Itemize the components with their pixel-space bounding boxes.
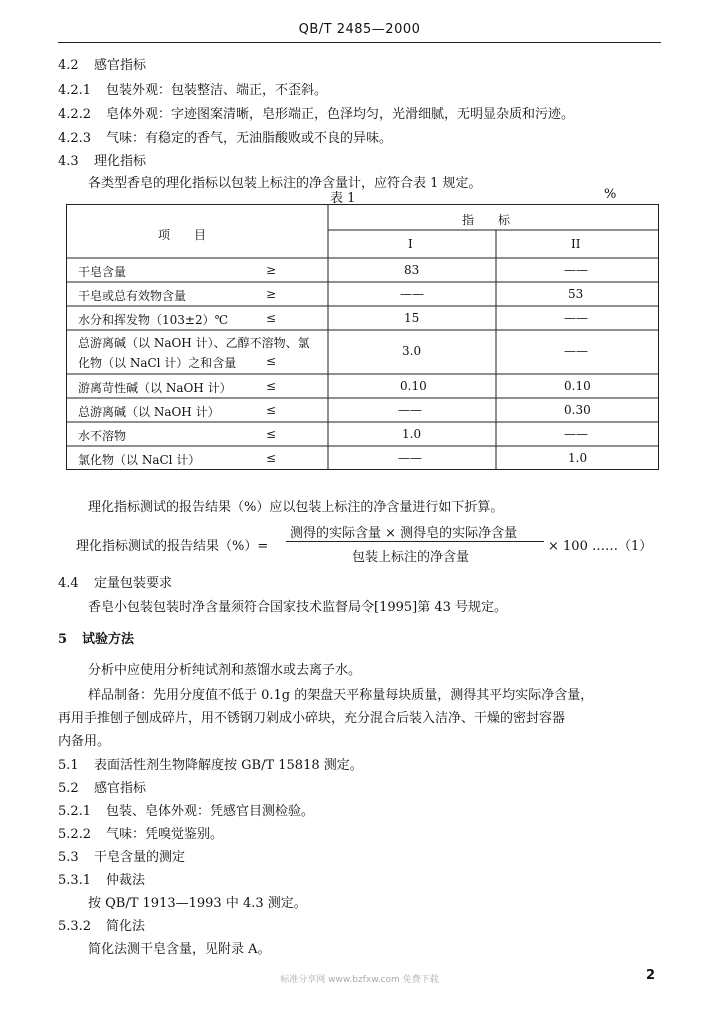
table-row-II: —— — [564, 344, 588, 358]
table-row-item: 干皂或总有效物含量 — [78, 289, 187, 303]
table-row-op: ≤ — [266, 311, 277, 325]
table-row-I: —— — [398, 451, 422, 465]
table-row-item: 水不溶物 — [78, 429, 127, 443]
footer-watermark: 标准分享网 www.bzfxw.com 免费下载 — [280, 975, 439, 985]
formula-numerator: 测得的实际含量 × 测得皂的实际净含量 — [290, 526, 518, 541]
formula-denominator: 包装上标注的净含量 — [352, 550, 470, 565]
para-5a: 分析中应使用分析纯试剂和蒸馏水或去离子水。 — [88, 663, 362, 678]
para-5b-line1: 样品制备：先用分度值不低于 0.1g 的架盘天平称量每块质量，测得其平均实际净含量， — [88, 688, 594, 703]
section-4-4: 4.4 定量包装要求 — [58, 576, 173, 591]
table-row-item: 总游离碱（以 NaOH 计） — [78, 405, 220, 419]
table-header-col-II: II — [571, 237, 581, 251]
table-row-I: —— — [398, 403, 422, 417]
table-row-I: 3.0 — [402, 344, 422, 358]
table-row-I: —— — [400, 287, 424, 301]
table-header-item: 项 目 — [158, 228, 207, 242]
table-row-item: 干皂含量 — [78, 265, 127, 279]
table-row-op: ≤ — [266, 354, 277, 368]
section-5-3-1: 5.3.1 仲裁法 — [58, 873, 146, 888]
table-row-II: 0.30 — [564, 403, 591, 417]
page-number: 2 — [646, 968, 656, 983]
section-5-3-2: 5.3.2 简化法 — [58, 919, 146, 934]
section-5: 5 试验方法 — [58, 632, 135, 647]
para-5b-line3: 内备用。 — [58, 734, 111, 749]
table-header-col-I: I — [408, 237, 413, 251]
table-row-op: ≤ — [266, 451, 277, 465]
table-row-op: ≤ — [266, 427, 277, 441]
para-5-3-1: 按 QB/T 1913—1993 中 4.3 测定。 — [88, 896, 307, 911]
section-4-2-3: 4.2.3 气味：有稳定的香气，无油脂酸败或不良的异味。 — [58, 131, 393, 146]
formula-lhs: 理化指标测试的报告结果（%）= — [76, 539, 269, 554]
table-caption: 表 1 — [330, 191, 356, 206]
table-row-II: 1.0 — [568, 451, 588, 465]
table-row-II: —— — [564, 311, 588, 325]
table-row-item: 水分和挥发物（103±2）℃ — [78, 313, 229, 327]
table-row-op: ≤ — [266, 379, 277, 393]
table-row-I: 83 — [404, 263, 420, 277]
table-row-op: ≤ — [266, 403, 277, 417]
table-row-op: ≥ — [266, 287, 277, 301]
section-5-3: 5.3 干皂含量的测定 — [58, 850, 186, 865]
table-row-I: 1.0 — [402, 427, 422, 441]
table-row-op: ≥ — [266, 263, 277, 277]
para-5b-line2: 再用手推刨子刨成碎片，用不锈钢刀剁成小碎块，充分混合后装入洁净、干燥的密封容器 — [58, 711, 566, 726]
table-row-II: —— — [564, 263, 588, 277]
doc-code-header: QB/T 2485—2000 — [298, 22, 421, 37]
section-5-2-2: 5.2.2 气味：凭嗅觉鉴别。 — [58, 827, 224, 842]
section-5-2-1: 5.2.1 包装、皂体外观：凭感官目测检验。 — [58, 804, 315, 819]
section-4-2-1: 4.2.1 包装外观：包装整洁、端正，不歪斜。 — [58, 83, 328, 98]
table-row-I: 15 — [404, 311, 420, 325]
section-5-2: 5.2 感官指标 — [58, 781, 147, 796]
table-row-item: 氯化物（以 NaCl 计） — [78, 453, 201, 467]
table-row-II: 0.10 — [564, 379, 591, 393]
table-row-item: 总游离碱（以 NaOH 计）、乙醇不溶物、氯 — [78, 336, 310, 350]
para-report: 理化指标测试的报告结果（%）应以包装上标注的净含量进行如下折算。 — [88, 500, 504, 515]
header-rule — [58, 42, 661, 43]
section-4-2-2: 4.2.2 皂体外观：字迹图案清晰，皂形端正，色泽均匀，光滑细腻，无明显杂质和污迹。 — [58, 107, 575, 122]
table-row-I: 0.10 — [400, 379, 427, 393]
section-5-1: 5.1 表面活性剂生物降解度按 GB/T 15818 测定。 — [58, 758, 363, 773]
fraction-bar — [286, 541, 544, 542]
table-row-II: 53 — [568, 287, 584, 301]
table-row-II: —— — [564, 427, 588, 441]
formula-rhs: × 100 ……（1） — [548, 539, 653, 554]
para-5-3-2: 简化法测干皂含量，见附录 A。 — [88, 942, 271, 957]
table-1 — [66, 204, 659, 470]
table-row-item-cont: 化物（以 NaCl 计）之和含量 — [78, 356, 237, 370]
intro-4-3: 各类型香皂的理化指标以包装上标注的净含量计，应符合表 1 规定。 — [88, 176, 482, 191]
section-4-3: 4.3 理化指标 — [58, 154, 147, 169]
para-4-4: 香皂小包装包装时净含量须符合国家技术监督局令[1995]第 43 号规定。 — [88, 600, 508, 615]
table-unit: % — [604, 187, 617, 202]
table-row-item: 游离苛性碱（以 NaOH 计） — [78, 381, 232, 395]
table-header-index: 指 标 — [462, 213, 511, 227]
section-4-2: 4.2 感官指标 — [58, 58, 147, 73]
